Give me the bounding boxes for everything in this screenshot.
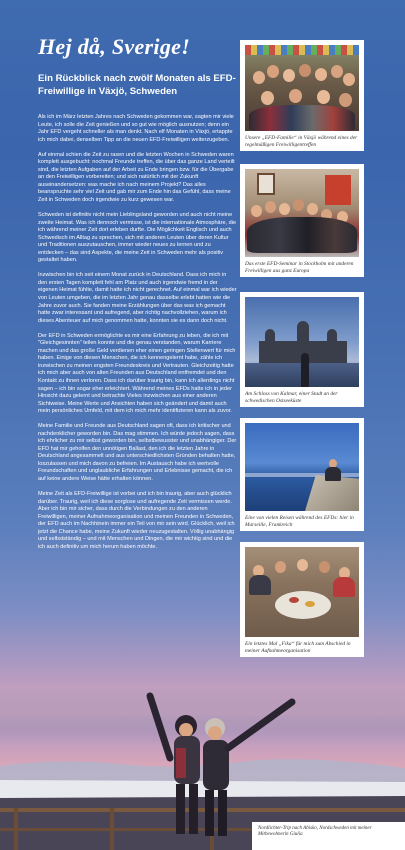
page-subtitle: Ein Rückblick nach zwölf Monaten als EFD-Freiwillige in Växjö, Schweden — [38, 73, 236, 97]
photo-card-marseille — [240, 418, 364, 531]
photo-caption-efd-family: Unsere „EFD-Familie“ in Växjö während eines der regelmäßigen Freiwilligentreffen — [245, 135, 358, 148]
photo-card-kalmar-castle — [240, 292, 364, 407]
photo-card-stockholm-seminar — [240, 164, 364, 277]
bottom-caption-box — [252, 822, 405, 850]
article-body — [38, 114, 237, 559]
paragraph-1: Als ich im März letzten Jahres nach Schweden gekommen war, sagten mir viele Leute, ich solle die Zeit genießen und so gut wie möglich ausnutzen; denn ein Jahr EFD vergeht schneller als man denkt. Nach elf Monaten in Växjö, ertappte ich mich dabei, denselben Tipp an die neuen EFD-Freiwilligen weiterzugeben. — [38, 114, 234, 143]
photo-kalmar-castle — [245, 297, 359, 387]
paragraph-2: Auf einmal schien die Zeit zu rasen und die letzten Wochen in Schweden waren komplett ausgebucht: nochmal Freunde treffen, die über das ganze Land verteilt sind, die letzten Aufgaben auf der Arbeit zu Ende bringen bzw. für die Übergabe an den Freiwilligen vorbereiten; und sich natürlich mit der Zukunft auseinandersetzen: was mache ich nach meinem Projekt? Das alles beanspruchte sehr viel Zeit und gab mir zum Ende hin das Gefühl, dass meine Zeit in Schweden doch irgendwie zu kurz gewesen war. — [38, 151, 235, 203]
photo-caption-kalmar-castle: Am Schloss von Kalmar, einer Stadt an der schwedischen Ostseeküste — [245, 391, 338, 404]
photo-card-efd-family — [240, 40, 364, 151]
page-title: Hej då, Sverige! — [38, 34, 191, 59]
paragraph-6: Meine Familie und Freunde aus Deutschland sagen oft, dass ich kritischer und nachdenklicher geworden bin. Das mag stimmen. Ich würde jedoch sagen, dass ich ehrlicher zu mir selbst geworden bin, selbstbewusster und unabhängiger. Der EFD hat mir geholfen den unnötigen Ballast, den ich die letzten Jahre in Deutschland angesammelt und aus unterschiedlichsten Gründen behalten hatte, loszulassen und mich davon zu befreien. Im Austausch habe ich wertvolle Freundschaften und unglaubliche Erfahrungen und Erlebnisse gemacht, die ich auf keine andere Weise hätte erhalten können. — [38, 423, 237, 483]
paragraph-5: Der EFD in Schweden ermöglichte es mir eine Erfahrung zu leben, die ich mit "Gleichgesinnten" teilen konnte und die genau verstanden, warum Karriere machen und das große Geld verdienen eher einen geringen Stellenwert für mich haben. Einige von diesen Menschen, die ich kennengelernt habe, zähle ich inzwischen zu meinen engsten Freundeskreis und Vertrauten. Gleichzeitig hatte ich mich aber auch von alten Freunden aus Deutschland entfremdet und den Kontakt zu ihnen verloren. Dass ich darüber traurig bin, kann ich allerdings nicht sagen – ich bin sogar eher erleichtert. Während meines EFDs hatte ich in jeder Hinsicht dazu gelernt und betrachte Vieles inzwischen aus einer anderen Sichtweise. Meine Werte und Ansichten haben sich geändert und damit auch mein persönliches Umfeld, mit dem ich mich mehr identifizieren kann als zuvor. — [38, 332, 236, 415]
photo-caption-marseille: Eine von vielen Reisen während des EFDs: hier in Marseille, Frankreich — [245, 515, 354, 528]
photo-stockholm-seminar — [245, 169, 359, 257]
paragraph-3: Schweden ist definitiv nicht mein Lieblingsland geworden und auch nicht meine zweite Heimat. Was ich dennoch vermisse, ist die internationale Atmosphäre, die ich während meiner Zeit dort erleben durfte. Die Möglichkeit Englisch und auch Schwedisch im Alltag zu sprechen, sich mit anderen Leuten über deren Kultur und Traditionen auszutauschen, immer wieder neues zu lernen und zu entdecken – das sind Aspekte, die meine Zeit in Schweden mehr als positiv gestaltet haben. — [38, 212, 237, 264]
paragraph-7: Meine Zeit als EFD-Freiwillige ist vorbei und ich bin traurig, aber auch glücklich darüber. Traurig, weil ich diese sorglose und aufregende Zeit vermissen werde. Aber ich bin mir sicher, dass durch die Verbindungen zu den anderen Freiwilligen, meiner Aufnahmeorganisation und meinen Freunden in Schweden, der EFD auch im Nachhinein immer ein Teil von mir sein wird. Glücklich, weil ich jetzt die Chance habe, meine Zukunft wieder neuzugestalten. Völlig unabhängig und selbstständig – und mit Menschen und Dingen, die mir wichtig sind und die ich auch definitiv um mich herum haben möchte. — [38, 491, 235, 550]
photo-caption-stockholm-seminar: Das erste EFD-Seminar in Stockholm mit anderen Freiwilligen aus ganz Europa — [245, 261, 354, 274]
photo-marseille — [245, 423, 359, 511]
photo-caption-fika-farewell: Ein letztes Mal „Fika“ für mich zum Abschied in meiner Aufnahmeorganisation — [245, 641, 351, 654]
photo-fika-farewell — [245, 547, 359, 637]
photo-card-fika-farewell — [240, 542, 364, 657]
photo-caption-abisko: Nordlichter-Trip nach Abisko, Nordschweden mit meiner Mitbewohnerin Giulia — [258, 826, 372, 838]
paragraph-4: Inzwischen bin ich seit einem Monat zurück in Deutschland. Dass ich mich in den ersten Tagen komplett fehl am Platz und auch irgendwie fremd in der eigenen Heimat fühlte, damit hatte ich nicht gerechnet. Auf einmal war ich wieder von Leuten umgeben, die im letzten Jahr genau dasselbe erlebt hatten wie die Jahre zuvor auch. Sie fanden meine Erzählungen über das was ich gemacht hatte zwar interessant und aufregend, aber richtig nachvollziehen, warum ich dieses Abenteuer auf mich genommen hatte, konnten sie es dann doch nicht. — [38, 272, 237, 324]
photo-efd-family — [245, 45, 359, 131]
